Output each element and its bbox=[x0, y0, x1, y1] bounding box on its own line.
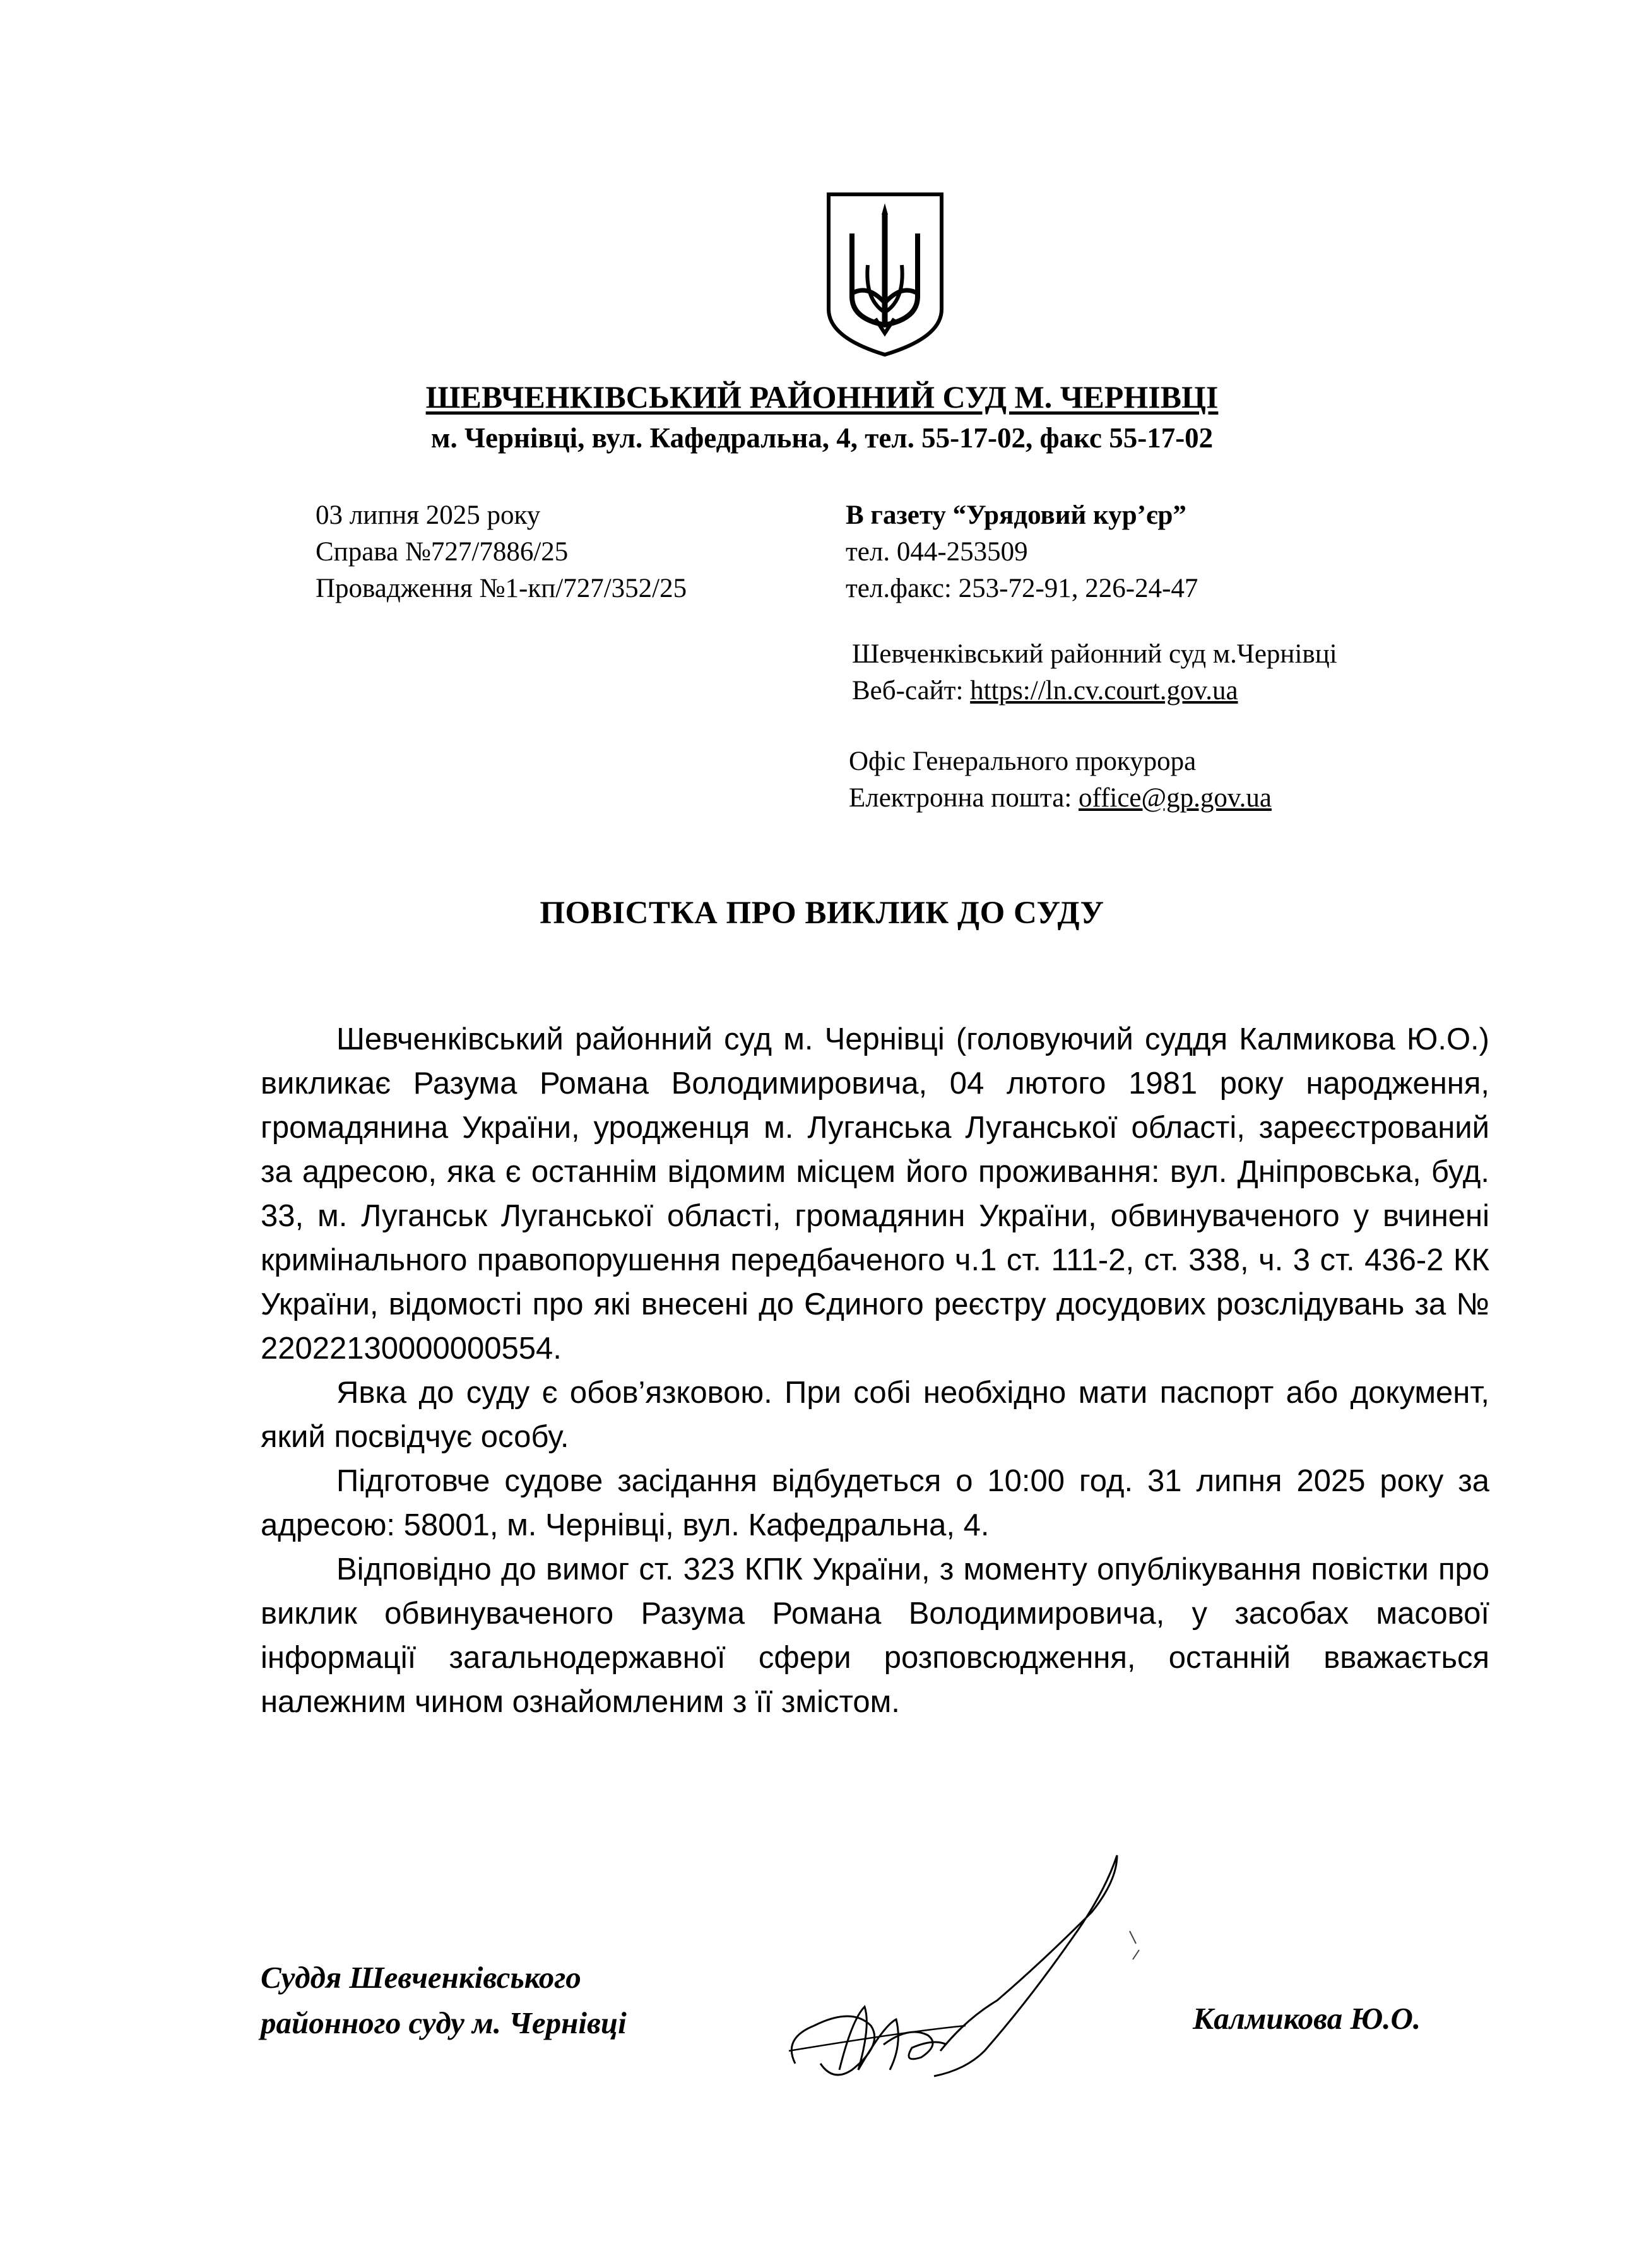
recipient-newspaper: В газету “Урядовий кур’єр” bbox=[846, 500, 1186, 530]
email-label: Електронна пошта: bbox=[849, 783, 1079, 813]
judge-position bbox=[261, 1955, 627, 2046]
case-number: Справа №727/7886/25 bbox=[316, 537, 569, 567]
document-body bbox=[261, 1017, 1489, 1724]
body-paragraph: Підготовче судове засідання відбудеться о 10:00 год. 31 липня 2025 року за адресою: 58001, м. Чернівці, вул. Кафедральна, 4. bbox=[261, 1464, 1489, 1542]
handwritten-signature bbox=[776, 1817, 1168, 2120]
court-site-name: Шевченківський районний суд м.Чернівці bbox=[852, 639, 1337, 669]
prosecutor-name: Офіс Генерального прокурора bbox=[849, 747, 1197, 776]
recipient-fax: тел.факс: 253-72-91, 226-24-47 bbox=[846, 574, 1198, 603]
email-link[interactable]: office@gp.gov.ua bbox=[1079, 783, 1272, 813]
case-meta bbox=[316, 497, 687, 607]
website-label: Веб-сайт: bbox=[852, 676, 971, 706]
body-paragraph: Явка до суду є обов’язковою. При собі необхідно мати паспорт або документ, який посвідчує особу. bbox=[261, 1376, 1489, 1454]
court-name: ШЕВЧЕНКІВСЬКИЙ РАЙОННИЙ СУД М. ЧЕРНІВЦІ bbox=[425, 379, 1219, 415]
judge-position-line2: районного суду м. Чернівці bbox=[261, 2005, 627, 2040]
trident-coat-of-arms-icon bbox=[824, 189, 947, 360]
court-website-block bbox=[852, 636, 1337, 709]
prosecutor-block bbox=[849, 743, 1272, 817]
judge-position-line1: Суддя Шевченківського bbox=[261, 1960, 581, 1995]
proceeding-number: Провадження №1-кп/727/352/25 bbox=[316, 574, 687, 603]
prosecutor-email-line bbox=[849, 780, 1272, 817]
recipient-phone: тел. 044-253509 bbox=[846, 537, 1028, 567]
body-paragraph: Шевченківський районний суд м. Чернівці (головуючий суддя Калмикова Ю.О.) викликає Разума Романа Володимировича, 04 лютого 1981 року народження, громадянина України, уродженця м. Луганська Луганської області, зареєстрований за адресою, яка є останнім відомим місцем його проживання: вул. Дніпровська, буд. 33, м. Луганськ Луганської області, громадянин України, обвинуваченого у вчинені кримінального правопорушення передбаченого ч.1 ст. 111-2, ст. 338, ч. 3 ст. 436-2 КК України, відомості про які внесені до Єдиного реєстру досудових розслідувань за № 22022130000000554. bbox=[261, 1022, 1489, 1366]
body-paragraph: Відповідно до вимог ст. 323 КПК України, з моменту опублікування повістки про виклик обвинуваченого Разума Романа Володимировича, у засобах масової інформації загальнодержавної сфери розповсюдження, останній вважається належним чином ознайомленим з її змістом. bbox=[261, 1552, 1489, 1719]
document-date: 03 липня 2025 року bbox=[316, 500, 541, 530]
recipient-block bbox=[846, 497, 1198, 607]
judge-name: Калмикова Ю.О. bbox=[1193, 2001, 1421, 2036]
court-site-line bbox=[852, 673, 1337, 709]
court-address: м. Чернівці, вул. Кафедральна, 4, тел. 55-17-02, факс 55-17-02 bbox=[430, 422, 1214, 454]
website-link[interactable]: https://ln.cv.court.gov.ua bbox=[970, 676, 1238, 706]
document-title: ПОВІСТКА ПРО ВИКЛИК ДО СУДУ bbox=[540, 895, 1104, 931]
